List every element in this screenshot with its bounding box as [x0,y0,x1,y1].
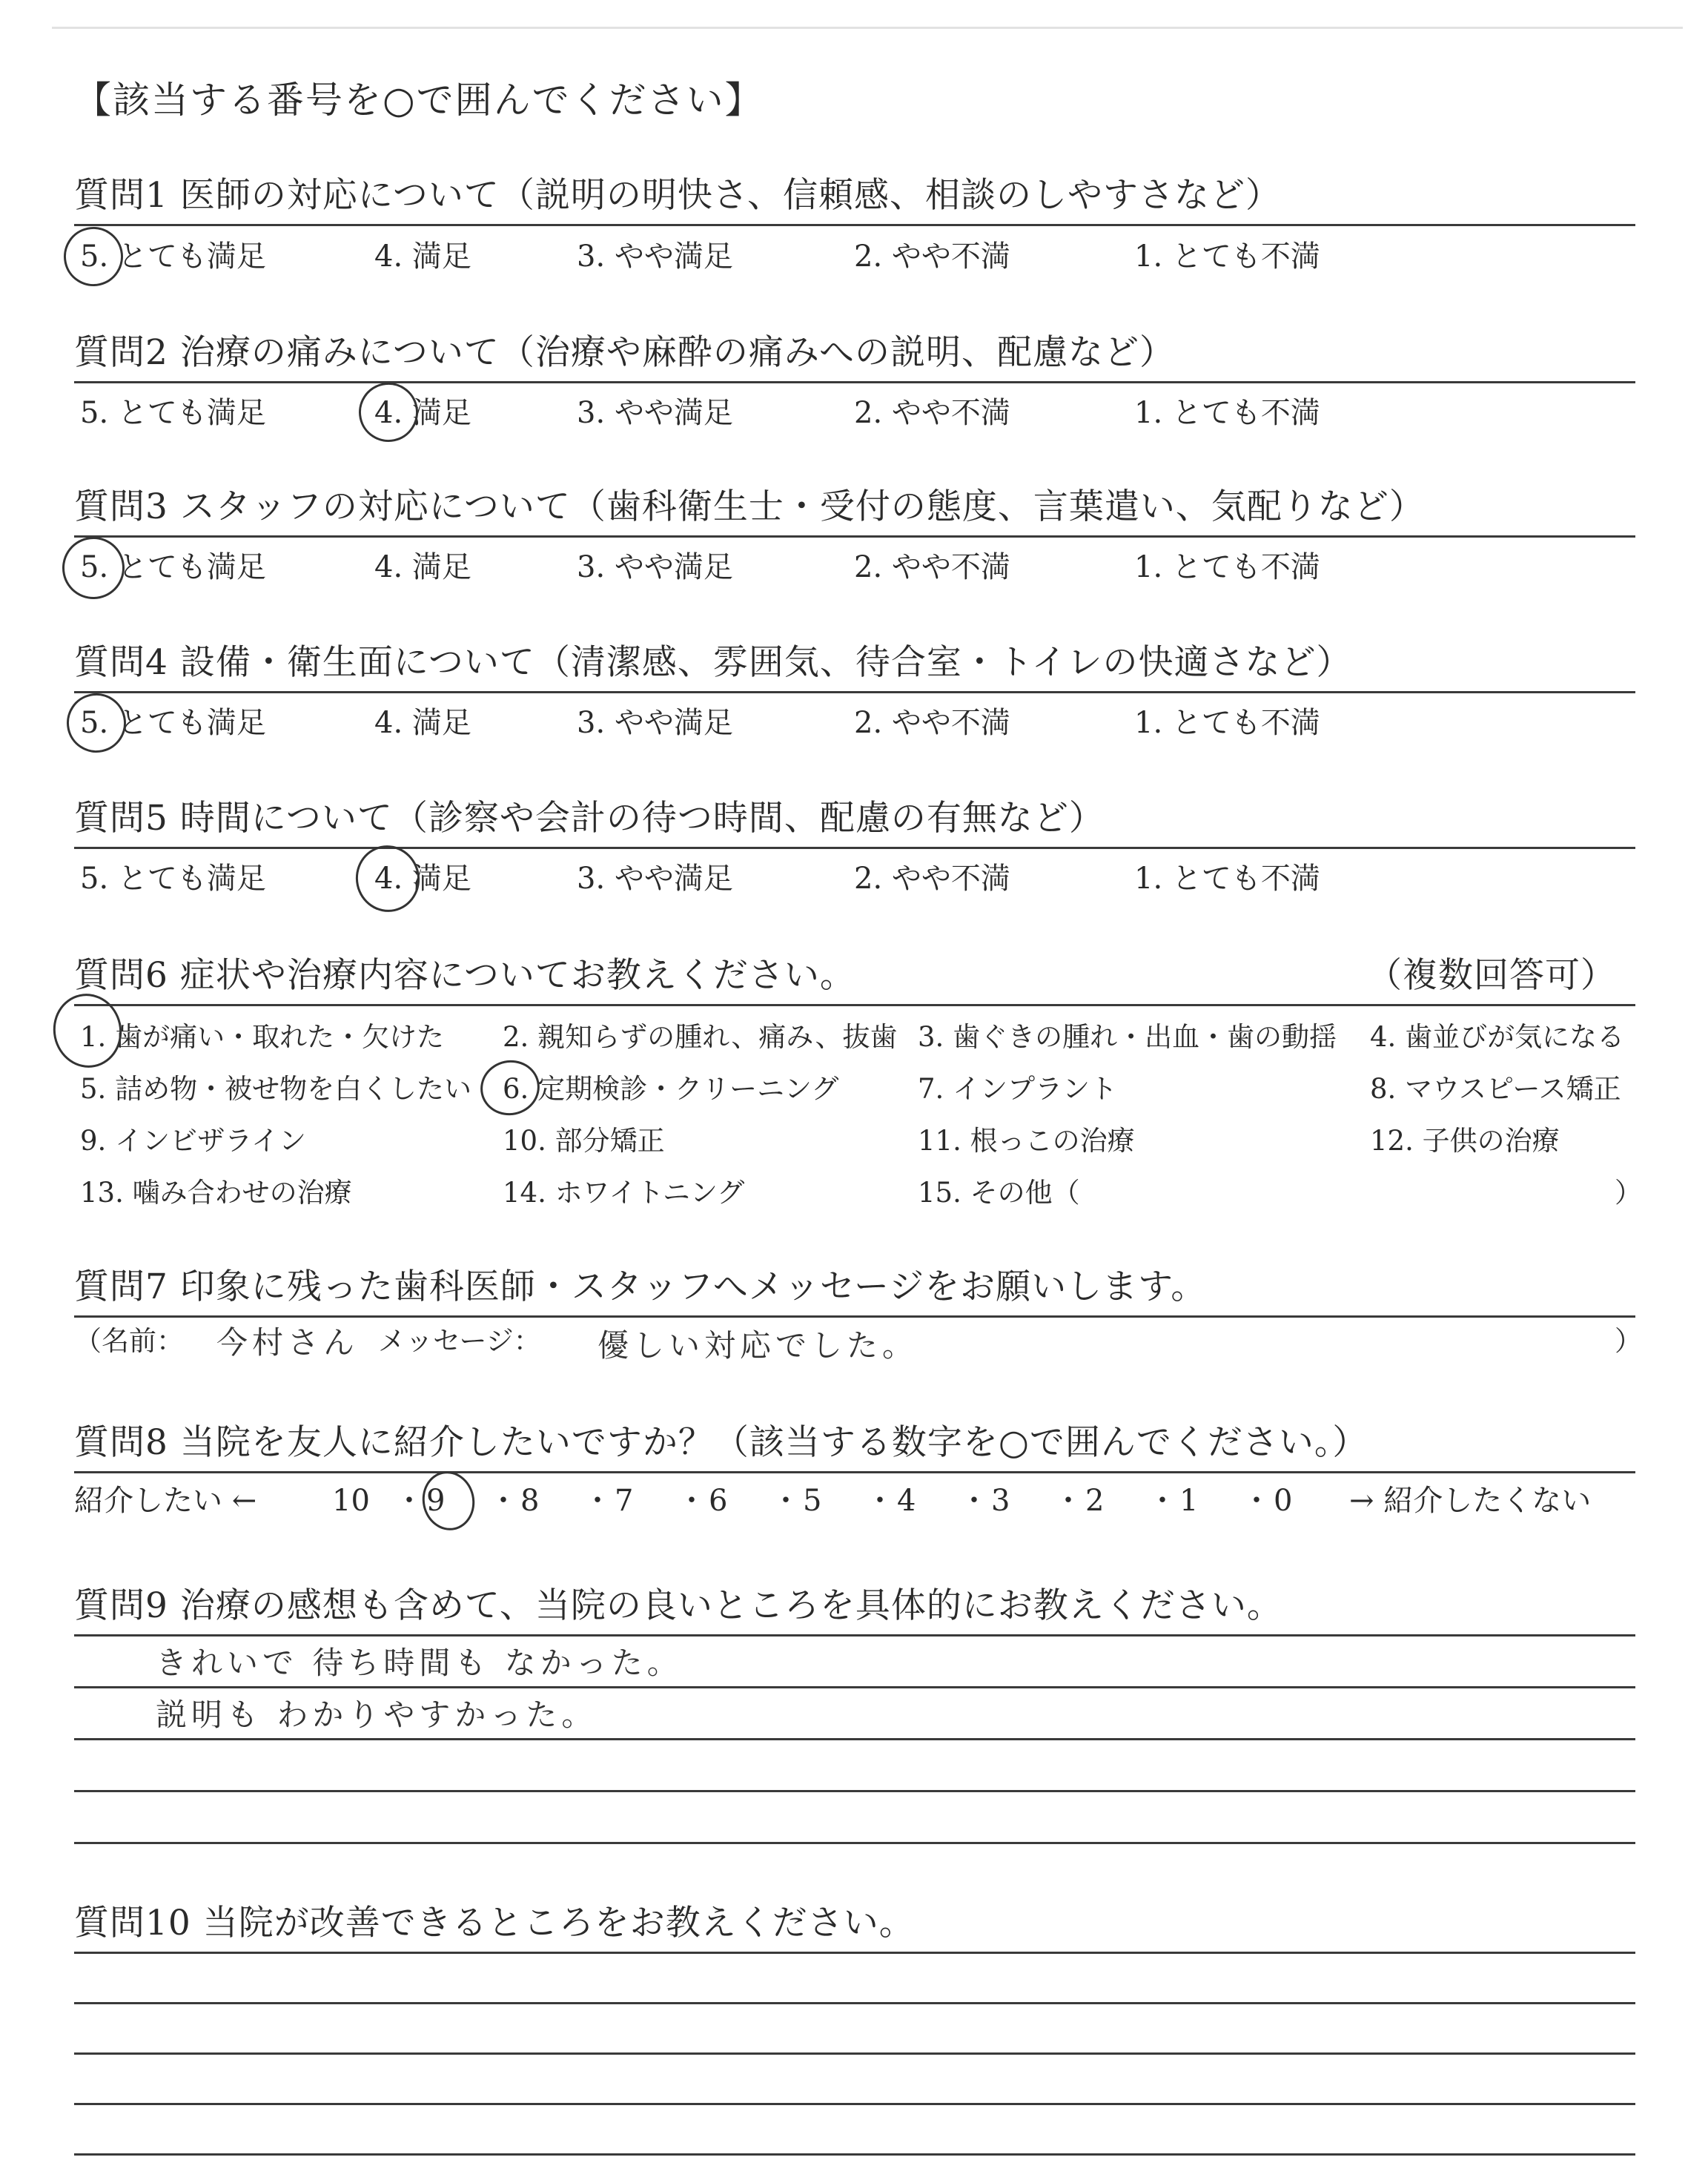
q1-answer-circle [59,222,129,292]
q1-option-4[interactable]: 4. 満足 [374,240,471,274]
q1-option-5[interactable]: 5. とても満足 [80,240,266,274]
q9-handwritten-line-1[interactable]: きれいで 待ち時間も なかった。 [156,1645,683,1681]
question-6-note: （複数回答可） [1367,955,1616,996]
q10-answer-line [74,2103,1635,2105]
q1-option-3[interactable]: 3. やや満足 [577,240,733,274]
q9-answer-line [74,1842,1635,1844]
q7-name-label: （名前： [74,1325,184,1357]
q6-answer-circle-1 [47,988,129,1074]
q3-option-4[interactable]: 4. 満足 [374,550,471,584]
question-5-title: 質問5 時間について（診察や会計の待つ時間、配慮の有無など） [74,798,1105,839]
question-9-title: 質問9 治療の感想も含めて、当院の良いところを具体的にお教えください。 [74,1585,1282,1626]
q5-option-1[interactable]: 1. とても不満 [1134,862,1320,896]
q6-item-14[interactable]: 14. ホワイトニング [503,1177,745,1209]
q3-answer-circle [56,531,130,605]
q6-item-15[interactable]: 15. その他（ [918,1177,1080,1209]
q6-item-12[interactable]: 12. 子供の治療 [1370,1125,1560,1157]
q7-message-label: メッセージ： [378,1325,541,1357]
q8-right-label: → 紹介したくない [1349,1484,1592,1518]
scan-edge-line [52,27,1683,29]
question-6-rule [74,1004,1635,1006]
question-3-rule [74,535,1635,538]
q6-item-6[interactable]: 6. 定期検診・クリーニング [503,1073,839,1105]
q2-option-3[interactable]: 3. やや満足 [577,396,733,430]
q8-scale-separator-dot: ・ [865,1484,895,1518]
q2-option-4[interactable]: 4. 満足 [374,396,471,430]
q9-handwritten-line-2[interactable]: 説明も わかりやすかった。 [156,1697,598,1733]
q8-scale-separator-dot: ・ [489,1484,518,1518]
q5-option-2[interactable]: 2. やや不満 [854,862,1010,896]
q3-option-3[interactable]: 3. やや満足 [577,550,733,584]
q5-option-3[interactable]: 3. やや満足 [577,862,733,896]
q8-scale-number-7[interactable]: 7 [615,1484,634,1518]
question-10-title: 質問10 当院が改善できるところをお教えください。 [74,1903,915,1943]
q6-item-9[interactable]: 9. インビザライン [80,1125,306,1157]
q6-item-5[interactable]: 5. 詰め物・被せ物を白くしたい [80,1073,472,1105]
q5-option-4[interactable]: 4. 満足 [374,862,471,896]
q2-option-1[interactable]: 1. とても不満 [1134,396,1320,430]
q8-scale-separator-dot: ・ [959,1484,989,1518]
q8-scale-number-9[interactable]: 9 [426,1484,446,1518]
q1-option-1[interactable]: 1. とても不満 [1134,240,1320,274]
q9-answer-line [74,1790,1635,1792]
q9-answer-line [74,1738,1635,1740]
question-7-title: 質問7 印象に残った歯科医師・スタッフへメッセージをお願いします。 [74,1266,1207,1307]
q8-scale-number-5[interactable]: 5 [803,1484,822,1518]
q8-left-label: 紹介したい ← [74,1484,257,1518]
q4-option-2[interactable]: 2. やや不満 [854,706,1010,740]
question-2-rule [74,381,1635,383]
q7-name-handwritten[interactable]: 今村さん [216,1324,360,1361]
q6-item-7[interactable]: 7. インプラント [918,1073,1118,1105]
form-instruction-header: 【該当する番号を○で囲んでください】 [74,79,764,122]
question-1-rule [74,224,1635,226]
q1-option-2[interactable]: 2. やや不満 [854,240,1010,274]
q7-message-handwritten[interactable]: 優しい対応でした。 [598,1327,918,1364]
q8-scale-number-0[interactable]: 0 [1274,1484,1293,1518]
question-10-rule [74,1952,1635,1954]
q8-scale-separator-dot: ・ [583,1484,612,1518]
question-8-rule [74,1471,1635,1473]
q8-scale-separator-dot: ・ [771,1484,801,1518]
q2-option-2[interactable]: 2. やや不満 [854,396,1010,430]
q4-option-3[interactable]: 3. やや満足 [577,706,733,740]
q6-item-8[interactable]: 8. マウスピース矯正 [1370,1073,1621,1105]
question-5-rule [74,847,1635,849]
q8-scale-separator-dot: ・ [677,1484,706,1518]
q8-scale-separator-dot: ・ [394,1484,424,1518]
q10-answer-line [74,2052,1635,2055]
q8-answer-circle [417,1467,480,1536]
q8-scale-number-10[interactable]: 10 [332,1484,370,1518]
q8-scale-number-1[interactable]: 1 [1179,1484,1199,1518]
q8-scale-separator-dot: ・ [1242,1484,1271,1518]
q4-option-5[interactable]: 5. とても満足 [80,706,266,740]
q8-scale-number-4[interactable]: 4 [897,1484,916,1518]
q3-option-5[interactable]: 5. とても満足 [80,550,266,584]
q5-answer-circle [350,839,426,918]
q8-scale-number-6[interactable]: 6 [709,1484,728,1518]
q4-option-1[interactable]: 1. とても不満 [1134,706,1320,740]
q6-other-close: ） [1615,1177,1642,1209]
question-4-title: 質問4 設備・衛生面について（清潔感、雰囲気、待合室・トイレの快適さなど） [74,642,1352,683]
q6-answer-circle-6 [475,1054,545,1120]
q8-scale-separator-dot: ・ [1148,1484,1177,1518]
question-3-title: 質問3 スタッフの対応について（歯科衛生士・受付の態度、言葉遣い、気配りなど） [74,486,1425,527]
q8-scale-number-8[interactable]: 8 [520,1484,540,1518]
q10-answer-line [74,2153,1635,2156]
q6-item-4[interactable]: 4. 歯並びが気になる [1370,1021,1625,1053]
q3-option-1[interactable]: 1. とても不満 [1134,550,1320,584]
question-1-title: 質問1 医師の対応について（説明の明快さ、信頼感、相談のしやすさなど） [74,175,1282,216]
q8-scale-separator-dot: ・ [1053,1484,1083,1518]
q6-item-1[interactable]: 1. 歯が痛い・取れた・欠けた [80,1021,445,1053]
question-4-rule [74,691,1635,693]
q10-answer-line [74,2002,1635,2004]
q2-answer-circle [354,377,424,448]
q5-option-5[interactable]: 5. とても満足 [80,862,266,896]
question-6-title: 質問6 症状や治療内容についてお教えください。 [74,955,855,996]
q4-option-4[interactable]: 4. 満足 [374,706,471,740]
q6-item-2[interactable]: 2. 親知らずの腫れ、痛み、抜歯 [503,1021,898,1053]
q6-item-13[interactable]: 13. 噛み合わせの治療 [80,1177,352,1209]
q6-item-11[interactable]: 11. 根っこの治療 [918,1125,1135,1157]
q8-scale-number-2[interactable]: 2 [1085,1484,1105,1518]
q6-item-10[interactable]: 10. 部分矯正 [503,1125,665,1157]
question-9-rule [74,1634,1635,1636]
q4-answer-circle [62,688,132,759]
q7-close: ） [1615,1325,1642,1357]
question-8-title: 質問8 当院を友人に紹介したいですか？（該当する数字を○で囲んでください。） [74,1422,1368,1463]
q3-option-2[interactable]: 2. やや不満 [854,550,1010,584]
q2-option-5[interactable]: 5. とても満足 [80,396,266,430]
q6-item-3[interactable]: 3. 歯ぐきの腫れ・出血・歯の動揺 [918,1021,1337,1053]
q8-scale-number-3[interactable]: 3 [991,1484,1010,1518]
question-7-rule [74,1315,1635,1318]
question-2-title: 質問2 治療の痛みについて（治療や麻酔の痛みへの説明、配慮など） [74,332,1175,373]
q9-answer-line [74,1686,1635,1688]
